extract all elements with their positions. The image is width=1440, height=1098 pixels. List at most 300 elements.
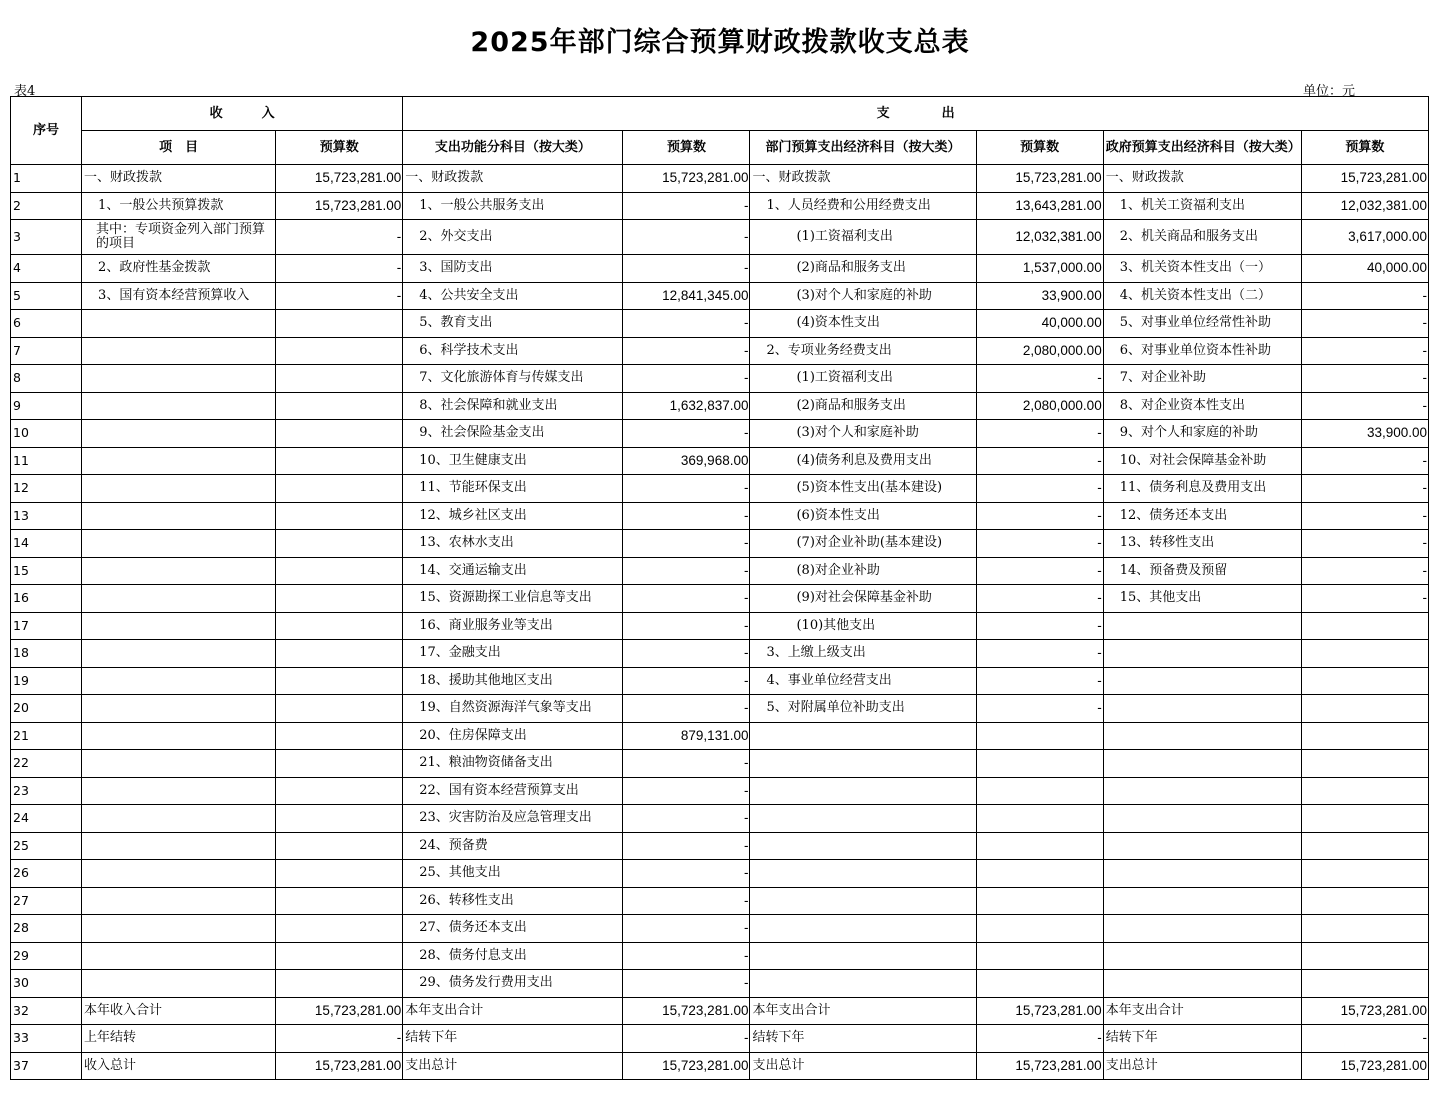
income-item-cell: [82, 392, 276, 420]
page-title: 2025年部门综合预算财政拨款收支总表: [470, 27, 970, 58]
income-amount-cell: [276, 640, 403, 668]
gov-amount-cell: 33,900.00: [1301, 420, 1428, 448]
seq-cell: 23: [11, 777, 82, 805]
income-amount-cell: [276, 337, 403, 365]
func-item-cell: 本年支出合计: [403, 997, 623, 1025]
table-body: [11, 165, 1429, 1080]
gov-amount-cell: [1301, 887, 1428, 915]
gov-item-cell: 结转下年: [1103, 1025, 1301, 1053]
gov-item-cell: [1103, 695, 1301, 723]
func-amount-cell: -: [623, 612, 750, 640]
dept-item-cell: 本年支出合计: [750, 997, 976, 1025]
dept-item-cell: 1、人员经费和公用经费支出: [750, 192, 976, 220]
gov-amount-cell: -: [1301, 447, 1428, 475]
table-row: [11, 530, 1429, 558]
dept-item-cell: [750, 832, 976, 860]
dept-amount-cell: 40,000.00: [976, 310, 1103, 338]
func-item-cell: 23、灾害防治及应急管理支出: [403, 805, 623, 833]
func-item-cell: 13、农林水支出: [403, 530, 623, 558]
func-item-cell: 29、债务发行费用支出: [403, 970, 623, 998]
func-amount-cell: 879,131.00: [623, 722, 750, 750]
func-amount-cell: -: [623, 255, 750, 283]
dept-amount-cell: 1,537,000.00: [976, 255, 1103, 283]
dept-amount-cell: [976, 942, 1103, 970]
func-item-cell: 24、预备费: [403, 832, 623, 860]
gov-item-cell: 支出总计: [1103, 1052, 1301, 1080]
func-item-cell: 26、转移性支出: [403, 887, 623, 915]
table-row: [11, 365, 1429, 393]
seq-cell: 9: [11, 392, 82, 420]
income-item-cell: 2、政府性基金拨款: [82, 255, 276, 283]
func-item-cell: 10、卫生健康支出: [403, 447, 623, 475]
dept-amount-cell: 12,032,381.00: [976, 220, 1103, 255]
income-item-cell: 上年结转: [82, 1025, 276, 1053]
gov-item-cell: 14、预备费及预留: [1103, 557, 1301, 585]
income-amount-cell: 15,723,281.00: [276, 1052, 403, 1080]
gov-item-cell: 3、机关资本性支出（一）: [1103, 255, 1301, 283]
income-item-cell: [82, 667, 276, 695]
income-item-cell: 3、国有资本经营预算收入: [82, 282, 276, 310]
dept-item-cell: (4)资本性支出: [750, 310, 976, 338]
header-seq: 序号: [11, 97, 82, 165]
dept-item-cell: 支出总计: [750, 1052, 976, 1080]
header-dept-budget: 预算数: [976, 131, 1103, 165]
table-row: [11, 310, 1429, 338]
dept-amount-cell: -: [976, 420, 1103, 448]
func-amount-cell: 15,723,281.00: [623, 997, 750, 1025]
income-amount-cell: [276, 695, 403, 723]
table-row: [11, 640, 1429, 668]
gov-amount-cell: 40,000.00: [1301, 255, 1428, 283]
func-amount-cell: -: [623, 192, 750, 220]
income-amount-cell: [276, 970, 403, 998]
gov-amount-cell: 15,723,281.00: [1301, 165, 1428, 193]
dept-item-cell: (3)对个人和家庭的补助: [750, 282, 976, 310]
dept-amount-cell: [976, 887, 1103, 915]
income-item-cell: [82, 557, 276, 585]
income-item-cell: [82, 502, 276, 530]
func-amount-cell: -: [623, 420, 750, 448]
seq-cell: 22: [11, 750, 82, 778]
gov-amount-cell: [1301, 777, 1428, 805]
dept-amount-cell: [976, 722, 1103, 750]
gov-amount-cell: -: [1301, 310, 1428, 338]
header-income: 收 入: [82, 97, 403, 131]
gov-item-cell: 本年支出合计: [1103, 997, 1301, 1025]
dept-amount-cell: [976, 805, 1103, 833]
dept-item-cell: [750, 970, 976, 998]
dept-amount-cell: [976, 750, 1103, 778]
seq-cell: 5: [11, 282, 82, 310]
dept-amount-cell: -: [976, 640, 1103, 668]
func-item-cell: 20、住房保障支出: [403, 722, 623, 750]
func-amount-cell: -: [623, 667, 750, 695]
table-row: [11, 447, 1429, 475]
header-expense: 支 出: [403, 97, 1429, 131]
gov-amount-cell: [1301, 832, 1428, 860]
table-row: [11, 220, 1429, 255]
dept-amount-cell: -: [976, 1025, 1103, 1053]
gov-amount-cell: 3,617,000.00: [1301, 220, 1428, 255]
gov-item-cell: 一、财政拨款: [1103, 165, 1301, 193]
seq-cell: 24: [11, 805, 82, 833]
seq-cell: 13: [11, 502, 82, 530]
gov-item-cell: [1103, 722, 1301, 750]
income-amount-cell: [276, 447, 403, 475]
gov-item-cell: [1103, 612, 1301, 640]
func-amount-cell: -: [623, 805, 750, 833]
func-amount-cell: -: [623, 1025, 750, 1053]
seq-cell: 29: [11, 942, 82, 970]
func-item-cell: 8、社会保障和就业支出: [403, 392, 623, 420]
dept-item-cell: (10)其他支出: [750, 612, 976, 640]
gov-amount-cell: [1301, 915, 1428, 943]
income-amount-cell: -: [276, 255, 403, 283]
dept-amount-cell: 2,080,000.00: [976, 392, 1103, 420]
gov-amount-cell: [1301, 640, 1428, 668]
gov-item-cell: [1103, 860, 1301, 888]
dept-item-cell: (1)工资福利支出: [750, 365, 976, 393]
income-item-cell: [82, 612, 276, 640]
gov-amount-cell: 15,723,281.00: [1301, 1052, 1428, 1080]
table-row: [11, 282, 1429, 310]
seq-cell: 14: [11, 530, 82, 558]
func-amount-cell: 1,632,837.00: [623, 392, 750, 420]
dept-item-cell: 3、上缴上级支出: [750, 640, 976, 668]
func-item-cell: 11、节能环保支出: [403, 475, 623, 503]
dept-amount-cell: -: [976, 695, 1103, 723]
seq-cell: 20: [11, 695, 82, 723]
table-row: [11, 392, 1429, 420]
income-item-cell: [82, 447, 276, 475]
func-item-cell: 22、国有资本经营预算支出: [403, 777, 623, 805]
dept-item-cell: (9)对社会保障基金补助: [750, 585, 976, 613]
seq-cell: 8: [11, 365, 82, 393]
func-item-cell: 19、自然资源海洋气象等支出: [403, 695, 623, 723]
func-amount-cell: -: [623, 750, 750, 778]
seq-cell: 18: [11, 640, 82, 668]
gov-amount-cell: [1301, 970, 1428, 998]
seq-cell: 28: [11, 915, 82, 943]
income-amount-cell: [276, 612, 403, 640]
gov-amount-cell: [1301, 860, 1428, 888]
income-amount-cell: -: [276, 282, 403, 310]
func-item-cell: 17、金融支出: [403, 640, 623, 668]
gov-amount-cell: [1301, 612, 1428, 640]
income-amount-cell: [276, 310, 403, 338]
dept-amount-cell: -: [976, 447, 1103, 475]
table-row: [11, 557, 1429, 585]
gov-amount-cell: -: [1301, 585, 1428, 613]
table-row: [11, 612, 1429, 640]
table-row: [11, 777, 1429, 805]
income-amount-cell: [276, 915, 403, 943]
seq-cell: 26: [11, 860, 82, 888]
seq-cell: 6: [11, 310, 82, 338]
func-item-cell: 18、援助其他地区支出: [403, 667, 623, 695]
func-item-cell: 7、文化旅游体育与传媒支出: [403, 365, 623, 393]
func-amount-cell: -: [623, 310, 750, 338]
table-row: [11, 475, 1429, 503]
func-amount-cell: -: [623, 832, 750, 860]
seq-cell: 7: [11, 337, 82, 365]
dept-item-cell: (8)对企业补助: [750, 557, 976, 585]
func-amount-cell: -: [623, 695, 750, 723]
dept-amount-cell: 2,080,000.00: [976, 337, 1103, 365]
dept-item-cell: [750, 777, 976, 805]
dept-item-cell: [750, 750, 976, 778]
seq-cell: 30: [11, 970, 82, 998]
gov-item-cell: [1103, 887, 1301, 915]
gov-item-cell: 5、对事业单位经常性补助: [1103, 310, 1301, 338]
income-amount-cell: -: [276, 220, 403, 255]
income-item-cell: 一、财政拨款: [82, 165, 276, 193]
seq-cell: 15: [11, 557, 82, 585]
gov-item-cell: 1、机关工资福利支出: [1103, 192, 1301, 220]
func-amount-cell: -: [623, 915, 750, 943]
income-item-cell: [82, 530, 276, 558]
dept-item-cell: (2)商品和服务支出: [750, 255, 976, 283]
func-amount-cell: -: [623, 860, 750, 888]
func-amount-cell: -: [623, 502, 750, 530]
header-item: 项 目: [82, 131, 276, 165]
func-item-cell: 6、科学技术支出: [403, 337, 623, 365]
func-item-cell: 21、粮油物资储备支出: [403, 750, 623, 778]
dept-amount-cell: -: [976, 365, 1103, 393]
income-item-cell: [82, 475, 276, 503]
gov-amount-cell: -: [1301, 282, 1428, 310]
income-amount-cell: 15,723,281.00: [276, 192, 403, 220]
gov-item-cell: 12、债务还本支出: [1103, 502, 1301, 530]
header-dept-econ: 部门预算支出经济科目（按大类）: [750, 131, 976, 165]
income-item-cell: 本年收入合计: [82, 997, 276, 1025]
func-amount-cell: -: [623, 475, 750, 503]
income-amount-cell: [276, 860, 403, 888]
func-item-cell: 28、债务付息支出: [403, 942, 623, 970]
func-amount-cell: -: [623, 640, 750, 668]
table-row: [11, 667, 1429, 695]
gov-item-cell: 11、债务利息及费用支出: [1103, 475, 1301, 503]
table-row: [11, 502, 1429, 530]
func-amount-cell: -: [623, 777, 750, 805]
gov-item-cell: [1103, 832, 1301, 860]
income-item-cell: 其中：专项资金列入部门预算的项目: [82, 220, 276, 255]
income-amount-cell: [276, 832, 403, 860]
func-item-cell: 1、一般公共服务支出: [403, 192, 623, 220]
dept-amount-cell: [976, 832, 1103, 860]
dept-item-cell: 5、对附属单位补助支出: [750, 695, 976, 723]
seq-cell: 10: [11, 420, 82, 448]
func-item-cell: 15、资源勘探工业信息等支出: [403, 585, 623, 613]
dept-amount-cell: [976, 777, 1103, 805]
dept-item-cell: (7)对企业补助(基本建设): [750, 530, 976, 558]
income-amount-cell: [276, 805, 403, 833]
income-item-cell: [82, 887, 276, 915]
dept-item-cell: (3)对个人和家庭补助: [750, 420, 976, 448]
func-item-cell: 27、债务还本支出: [403, 915, 623, 943]
table-row: [11, 805, 1429, 833]
income-amount-cell: [276, 502, 403, 530]
table-row: [11, 722, 1429, 750]
func-item-cell: 9、社会保险基金支出: [403, 420, 623, 448]
gov-item-cell: 8、对企业资本性支出: [1103, 392, 1301, 420]
seq-cell: 33: [11, 1025, 82, 1053]
gov-amount-cell: -: [1301, 530, 1428, 558]
func-amount-cell: -: [623, 585, 750, 613]
gov-item-cell: [1103, 805, 1301, 833]
table-row: [11, 750, 1429, 778]
income-item-cell: [82, 915, 276, 943]
income-amount-cell: [276, 365, 403, 393]
income-amount-cell: [276, 585, 403, 613]
table-row: [11, 1025, 1429, 1053]
dept-item-cell: 2、专项业务经费支出: [750, 337, 976, 365]
dept-item-cell: [750, 860, 976, 888]
income-amount-cell: [276, 887, 403, 915]
func-item-cell: 14、交通运输支出: [403, 557, 623, 585]
gov-item-cell: 2、机关商品和服务支出: [1103, 220, 1301, 255]
income-amount-cell: -: [276, 1025, 403, 1053]
dept-item-cell: [750, 887, 976, 915]
dept-item-cell: (4)债务利息及费用支出: [750, 447, 976, 475]
gov-item-cell: [1103, 970, 1301, 998]
table-row: [11, 420, 1429, 448]
gov-item-cell: 9、对个人和家庭的补助: [1103, 420, 1301, 448]
table-row: [11, 337, 1429, 365]
func-item-cell: 3、国防支出: [403, 255, 623, 283]
table-row: [11, 832, 1429, 860]
table-row: [11, 165, 1429, 193]
income-item-cell: [82, 722, 276, 750]
gov-amount-cell: [1301, 750, 1428, 778]
gov-amount-cell: [1301, 722, 1428, 750]
budget-table: [10, 96, 1429, 1080]
dept-amount-cell: 15,723,281.00: [976, 997, 1103, 1025]
gov-amount-cell: -: [1301, 392, 1428, 420]
income-amount-cell: [276, 722, 403, 750]
dept-amount-cell: 33,900.00: [976, 282, 1103, 310]
dept-item-cell: 4、事业单位经营支出: [750, 667, 976, 695]
header-func-budget: 预算数: [623, 131, 750, 165]
income-item-cell: [82, 420, 276, 448]
income-amount-cell: [276, 557, 403, 585]
func-amount-cell: -: [623, 337, 750, 365]
gov-item-cell: [1103, 750, 1301, 778]
func-amount-cell: -: [623, 970, 750, 998]
header-income-budget: 预算数: [276, 131, 403, 165]
dept-amount-cell: -: [976, 502, 1103, 530]
income-amount-cell: [276, 530, 403, 558]
gov-item-cell: 10、对社会保障基金补助: [1103, 447, 1301, 475]
gov-amount-cell: -: [1301, 557, 1428, 585]
gov-amount-cell: -: [1301, 365, 1428, 393]
income-item-cell: [82, 805, 276, 833]
dept-amount-cell: -: [976, 667, 1103, 695]
dept-amount-cell: -: [976, 585, 1103, 613]
dept-amount-cell: -: [976, 475, 1103, 503]
func-item-cell: 25、其他支出: [403, 860, 623, 888]
func-amount-cell: -: [623, 887, 750, 915]
table-row: [11, 997, 1429, 1025]
dept-item-cell: (2)商品和服务支出: [750, 392, 976, 420]
income-amount-cell: [276, 777, 403, 805]
header-gov-econ: 政府预算支出经济科目（按大类）: [1103, 131, 1301, 165]
gov-item-cell: 7、对企业补助: [1103, 365, 1301, 393]
gov-amount-cell: 12,032,381.00: [1301, 192, 1428, 220]
income-item-cell: 1、一般公共预算拨款: [82, 192, 276, 220]
header-gov-budget: 预算数: [1301, 131, 1428, 165]
income-item-cell: [82, 750, 276, 778]
gov-item-cell: [1103, 777, 1301, 805]
dept-amount-cell: -: [976, 612, 1103, 640]
unit-label: 单位：元: [1303, 84, 1356, 99]
seq-cell: 32: [11, 997, 82, 1025]
dept-item-cell: [750, 722, 976, 750]
dept-item-cell: (6)资本性支出: [750, 502, 976, 530]
income-amount-cell: [276, 475, 403, 503]
gov-item-cell: [1103, 942, 1301, 970]
income-amount-cell: [276, 942, 403, 970]
gov-amount-cell: [1301, 805, 1428, 833]
income-amount-cell: 15,723,281.00: [276, 165, 403, 193]
table-row: [11, 915, 1429, 943]
income-item-cell: [82, 860, 276, 888]
income-item-cell: [82, 585, 276, 613]
table-number: 表4: [14, 84, 36, 99]
dept-item-cell: 结转下年: [750, 1025, 976, 1053]
dept-amount-cell: [976, 915, 1103, 943]
func-amount-cell: 369,968.00: [623, 447, 750, 475]
income-item-cell: [82, 695, 276, 723]
table-row: [11, 970, 1429, 998]
dept-item-cell: [750, 942, 976, 970]
func-item-cell: 一、财政拨款: [403, 165, 623, 193]
gov-item-cell: 13、转移性支出: [1103, 530, 1301, 558]
income-item-cell: [82, 777, 276, 805]
table-row: [11, 860, 1429, 888]
income-amount-cell: [276, 750, 403, 778]
income-item-cell: [82, 832, 276, 860]
table-row: [11, 1052, 1429, 1080]
dept-item-cell: [750, 915, 976, 943]
table-row: [11, 585, 1429, 613]
seq-cell: 11: [11, 447, 82, 475]
seq-cell: 16: [11, 585, 82, 613]
income-item-cell: [82, 310, 276, 338]
table-row: [11, 695, 1429, 723]
gov-amount-cell: -: [1301, 475, 1428, 503]
gov-item-cell: [1103, 667, 1301, 695]
dept-amount-cell: -: [976, 530, 1103, 558]
func-amount-cell: 15,723,281.00: [623, 1052, 750, 1080]
seq-cell: 2: [11, 192, 82, 220]
gov-item-cell: 6、对事业单位资本性补助: [1103, 337, 1301, 365]
gov-amount-cell: [1301, 667, 1428, 695]
seq-cell: 17: [11, 612, 82, 640]
func-item-cell: 结转下年: [403, 1025, 623, 1053]
dept-amount-cell: 15,723,281.00: [976, 1052, 1103, 1080]
gov-amount-cell: 15,723,281.00: [1301, 997, 1428, 1025]
table-row: [11, 192, 1429, 220]
income-amount-cell: 15,723,281.00: [276, 997, 403, 1025]
seq-cell: 3: [11, 220, 82, 255]
gov-amount-cell: [1301, 695, 1428, 723]
table-row: [11, 887, 1429, 915]
gov-item-cell: [1103, 640, 1301, 668]
gov-item-cell: [1103, 915, 1301, 943]
func-amount-cell: -: [623, 530, 750, 558]
income-item-cell: 收入总计: [82, 1052, 276, 1080]
